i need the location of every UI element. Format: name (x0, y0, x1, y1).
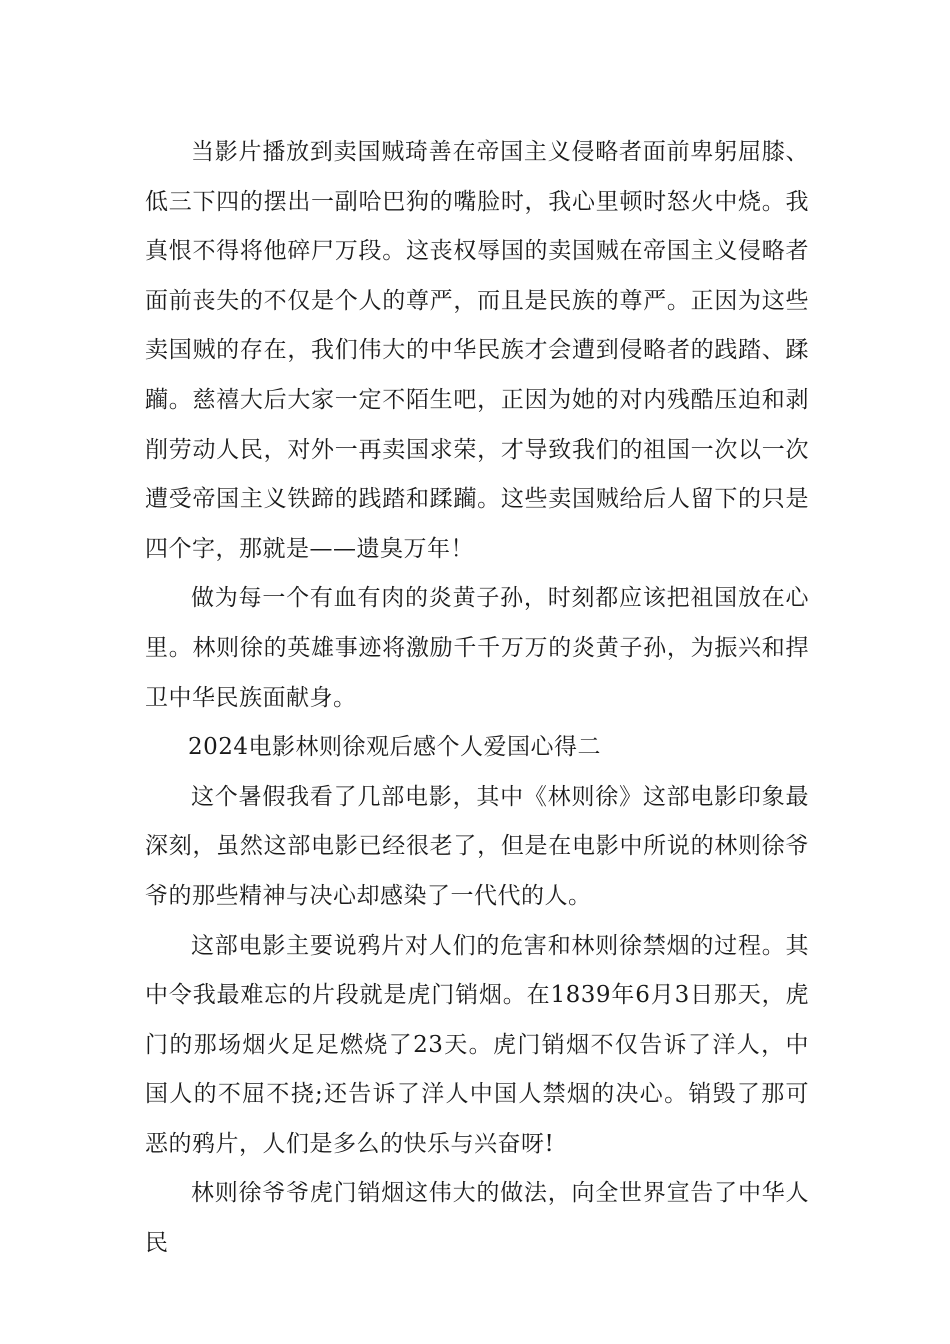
document-body (145, 128, 809, 1269)
paragraph-1: 当影片播放到卖国贼琦善在帝国主义侵略者面前卑躬屈膝、低三下四的摆出一副哈巴狗的嘴脸时，我心里顿时怒火中烧。我真恨不得将他碎尸万段。这丧权辱国的卖国贼在帝国主义侵略者面前丧失的不仅是个人的尊严，而且是民族的尊严。正因为这些卖国贼的存在，我们伟大的中华民族才会遭到侵略者的践踏、蹂躏。慈禧大后大家一定不陌生吧，正因为她的对内残酷压迫和剥削劳动人民，对外一再卖国求荣，才导致我们的祖国一次以一次遭受帝国主义铁蹄的践踏和蹂躏。这些卖国贼给后人留下的只是四个字，那就是——遗臭万年！ (145, 139, 809, 562)
paragraph-3: 这个暑假我看了几部电影，其中《林则徐》这部电影印象最深刻，虽然这部电影已经很老了，但是在电影中所说的林则徐爷爷的那些精神与决心却感染了一代代的人。 (145, 783, 809, 909)
paragraph-2: 做为每一个有血有肉的炎黄子孙，时刻都应该把祖国放在心里。林则徐的英雄事迹将激励千千万万的炎黄子孙，为振兴和捍卫中华民族面献身。 (145, 585, 809, 711)
paragraph-4: 这部电影主要说鸦片对人们的危害和林则徐禁烟的过程。其中令我最难忘的片段就是虎门销烟。在1839年6月3日那天，虎门的那场烟火足足燃烧了23天。虎门销烟不仅告诉了洋人，中国人的不屈不挠;还告诉了洋人中国人禁烟的决心。销毁了那可恶的鸦片，人们是多么的快乐与兴奋呀! (145, 932, 809, 1157)
paragraph-5: 林则徐爷爷虎门销烟这伟大的做法，向全世界宣告了中华人民 (145, 1180, 809, 1257)
section-subtitle: 2024电影林则徐观后感个人爱国心得二 (188, 734, 602, 761)
